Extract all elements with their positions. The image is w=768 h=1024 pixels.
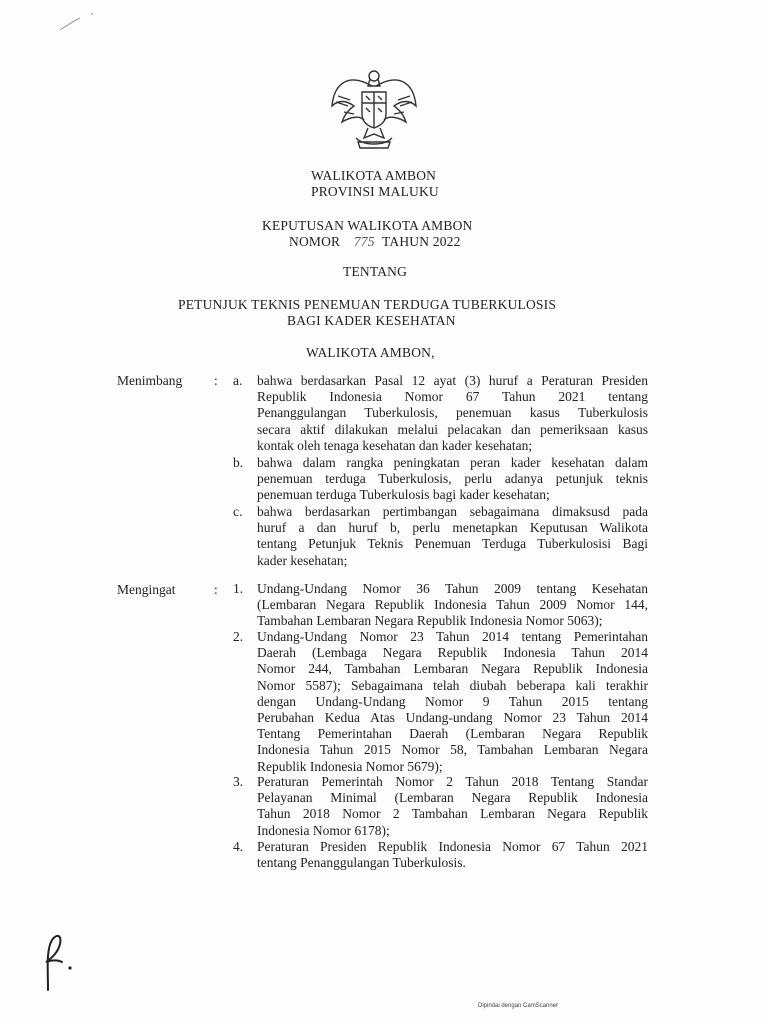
item-text: [257, 504, 648, 569]
item-marker: 3.: [233, 774, 244, 789]
text-line: Perubahan Kedua Atas Undang-undang Nomor 23 Tahun 2014: [257, 710, 648, 726]
text-line: huruf a dan huruf b, perlu menetapkan Keputusan Walikota: [257, 520, 648, 536]
text-line: tentang Penanggulangan Tuberkulosis.: [257, 855, 466, 871]
text-line: bahwa berdasarkan Pasal 12 ayat (3) huruf a Peraturan Presiden: [257, 373, 648, 388]
handwritten-initial: [40, 930, 80, 992]
text-line: Undang-Undang Nomor 23 Tahun 2014 tentang Pemerintahan: [257, 629, 648, 644]
subject-line-2: BAGI KADER KESEHATAN: [287, 313, 456, 328]
decree-title: KEPUTUSAN WALIKOTA AMBON: [262, 218, 473, 233]
text-line: Peraturan Presiden Republik Indonesia Nomor 67 Tahun 2021: [257, 839, 648, 854]
mengingat-item-4: [233, 839, 648, 873]
item-text: [257, 629, 648, 775]
item-marker: c.: [233, 504, 243, 519]
text-line: Indonesia Nomor 6178);: [257, 822, 390, 838]
text-line: tentang Petunjuk Teknis Penemuan Terduga Tuberkulosisi Bagi: [257, 536, 648, 552]
item-text: [257, 373, 648, 454]
issuer-city-title: WALIKOTA AMBON: [311, 168, 437, 183]
mengingat-item-3: [233, 774, 648, 840]
text-line: kader kesehatan;: [257, 552, 348, 568]
garuda-emblem: [328, 66, 420, 152]
item-marker: 4.: [233, 839, 244, 854]
text-line: bahwa berdasarkan pertimbangan sebagaimana dimaksusd pada: [257, 504, 648, 519]
text-line: penemuan terduga Tuberkulosis bagi kader kesehatan;: [257, 487, 550, 503]
text-line: Nomor 244, Tambahan Lembaran Negara Republik Indonesia: [257, 661, 648, 677]
decree-number-prefix: NOMOR: [289, 234, 341, 249]
subject-line-1: PETUNJUK TEKNIS PENEMUAN TERDUGA TUBERKULOSIS: [178, 297, 557, 312]
item-marker: 2.: [233, 629, 244, 644]
item-marker: 1.: [233, 581, 244, 596]
item-text: [257, 774, 648, 839]
issuer-statement: WALIKOTA AMBON,: [306, 345, 435, 360]
item-marker: a.: [233, 373, 243, 388]
text-line: kontak oleh tenaga kesehatan dan kader kesehatan;: [257, 437, 533, 453]
item-text: [257, 839, 648, 871]
text-line: Undang-Undang Nomor 36 Tahun 2009 tentang Kesehatan: [257, 581, 648, 596]
menimbang-item-b: [233, 455, 648, 505]
text-line: Republik Indonesia Nomor 67 Tahun 2021 tentang: [257, 389, 648, 405]
text-line: secara aktif dilakukan melalui pelacakan dan pemeriksaan kasus: [257, 421, 648, 437]
text-line: Pelayanan Minimal (Lembaran Negara Republik Indonesia: [257, 790, 648, 806]
text-line: Tentang Pemerintahan Daerah (Lembaran Negara Republik: [257, 726, 648, 742]
scanner-watermark: Dipindai dengan CamScanner: [478, 1003, 559, 1009]
mengingat-item-1: [233, 581, 648, 631]
issuer-province-title: PROVINSI MALUKU: [311, 184, 439, 199]
text-line: dengan Undang-Undang Nomor 9 Tahun 2015 tentang: [257, 693, 648, 709]
text-line: Nomor 5587); Sebagaimana telah diubah beberapa kali terakhir: [257, 677, 648, 693]
decree-number: [289, 234, 461, 250]
menimbang-item-a: [233, 373, 648, 455]
text-line: Peraturan Pemerintah Nomor 2 Tahun 2018 Tentang Standar: [257, 774, 648, 789]
item-text: [257, 581, 648, 630]
text-line: bahwa dalam rangka peningkatan peran kader kesehatan dalam: [257, 455, 648, 470]
text-line: Penanggulangan Tuberkulosis, penemuan kasus Tuberkulosis: [257, 405, 648, 421]
text-line: Indonesia Tahun 2015 Nomor 58, Tambahan Lembaran Negara: [257, 742, 648, 758]
about-heading: TENTANG: [343, 264, 408, 279]
mengingat-colon: :: [214, 582, 218, 597]
text-line: penemuan terduga Tuberkulosis, perlu adanya petunjuk teknis: [257, 471, 648, 487]
decree-number-value: 775: [353, 234, 375, 249]
menimbang-colon: :: [214, 373, 218, 388]
item-marker: b.: [233, 455, 244, 470]
text-line: Tahun 2018 Nomor 2 Tambahan Lembaran Negara Republik: [257, 806, 648, 822]
text-line: Daerah (Lembaga Negara Republik Indonesia Tahun 2014: [257, 645, 648, 661]
text-line: Republik Indonesia Nomor 5679);: [257, 758, 443, 774]
mengingat-item-2: [233, 629, 648, 777]
decree-year: TAHUN 2022: [382, 234, 461, 249]
pencil-mark: [58, 10, 98, 34]
mengingat-label: Mengingat: [117, 582, 176, 597]
menimbang-item-c: [233, 504, 648, 570]
text-line: Tambahan Lembaran Negara Republik Indonesia Nomor 5063);: [257, 613, 603, 629]
menimbang-label: Menimbang: [117, 373, 183, 388]
item-text: [257, 455, 648, 504]
text-line: (Lembaran Negara Republik Indonesia Tahun 2009 Nomor 144,: [257, 597, 648, 613]
